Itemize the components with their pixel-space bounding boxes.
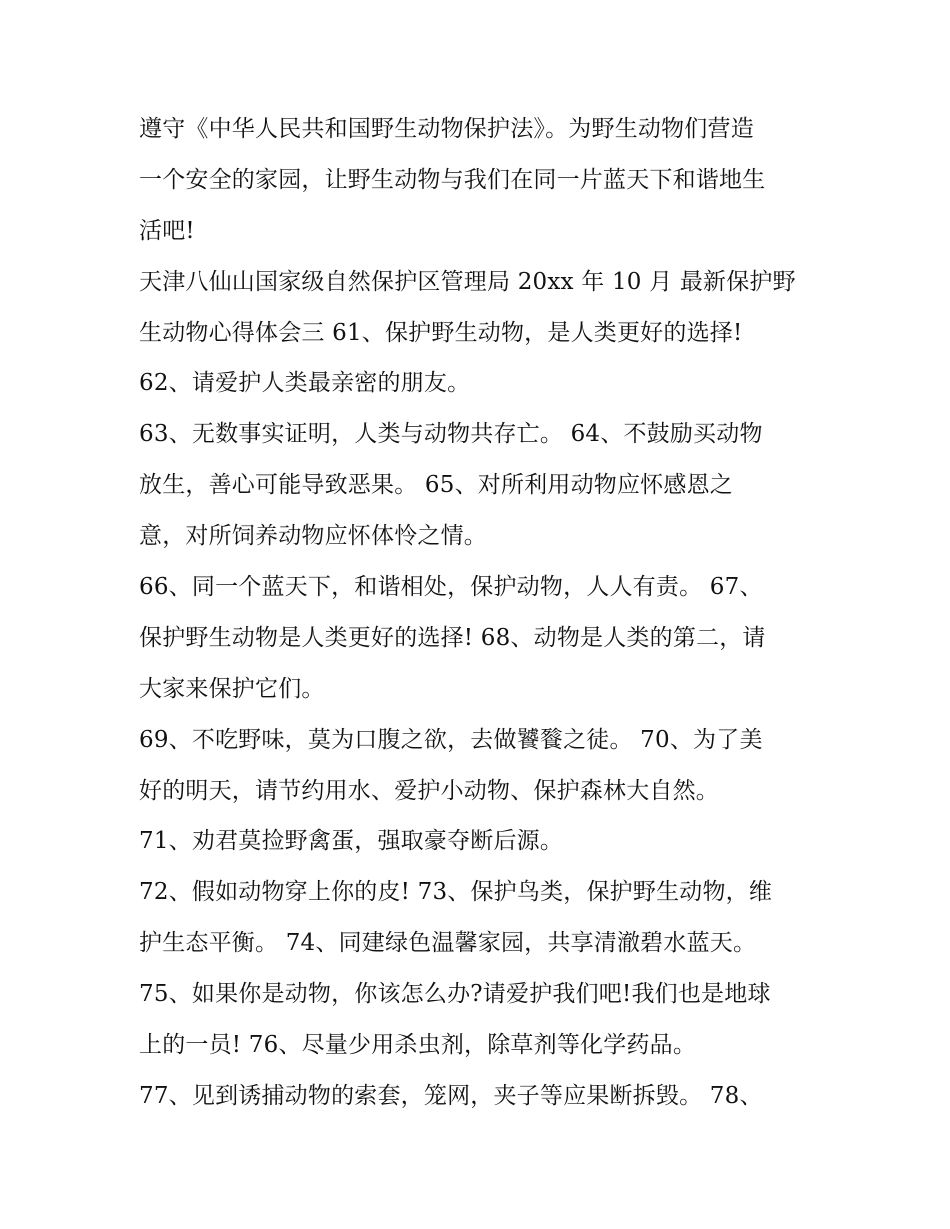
text-line-20: 77、见到诱捕动物的索套，笼网，夹子等应果断拆毁。 78、 — [139, 1082, 763, 1109]
text-line-1: 遵守《中华人民共和国野生动物保护法》。为野生动物们营造 — [139, 116, 754, 142]
text-line-16: 72、假如动物穿上你的皮! 73、保护鸟类，保护野生动物，维 — [139, 879, 773, 906]
text-line-7: 63、无数事实证明，人类与动物共存亡。 64、不鼓励买动物 — [139, 421, 763, 448]
text-line-18: 75、如果你是动物，你该怎么办?请爱护我们吧!我们也是地球 — [139, 981, 771, 1008]
text-line-10: 66、同一个蓝天下，和谐相处，保护动物，人人有责。 67、 — [139, 574, 763, 601]
text-line-4: 天津八仙山国家级自然保护区管理局 20xx 年 10 月 最新保护野 — [139, 268, 796, 295]
text-line-11: 保护野生动物是人类更好的选择! 68、动物是人类的第二，请 — [139, 624, 766, 651]
text-line-6: 62、请爱护人类最亲密的朋友。 — [139, 370, 471, 397]
text-line-9: 意，对所饲养动物应怀体怜之情。 — [139, 523, 487, 550]
text-line-19: 上的一员! 76、尽量少用杀虫剂，除草剂等化学药品。 — [139, 1032, 697, 1059]
text-line-5: 生动物心得体会三 61、保护野生动物，是人类更好的选择! — [139, 319, 743, 346]
text-line-12: 大家来保护它们。 — [139, 675, 325, 702]
text-line-3: 活吧! — [139, 217, 195, 244]
text-line-8: 放生，善心可能导致恶果。 65、对所利用动物应怀感恩之 — [139, 472, 733, 499]
text-line-14: 好的明天，请节约用水、爱护小动物、保护森林大自然。 — [139, 777, 719, 804]
text-line-15: 71、劝君莫捡野禽蛋，强取豪夺断后源。 — [139, 828, 564, 855]
text-line-2: 一个安全的家园，让野生动物与我们在同一片蓝天下和谐地生 — [139, 166, 766, 193]
document-body — [139, 104, 819, 1122]
text-line-13: 69、不吃野味，莫为口腹之欲，去做饕餮之徒。 70、为了美 — [139, 726, 763, 753]
text-line-17: 护生态平衡。 74、同建绿色温馨家园，共享清澈碧水蓝天。 — [139, 930, 757, 957]
